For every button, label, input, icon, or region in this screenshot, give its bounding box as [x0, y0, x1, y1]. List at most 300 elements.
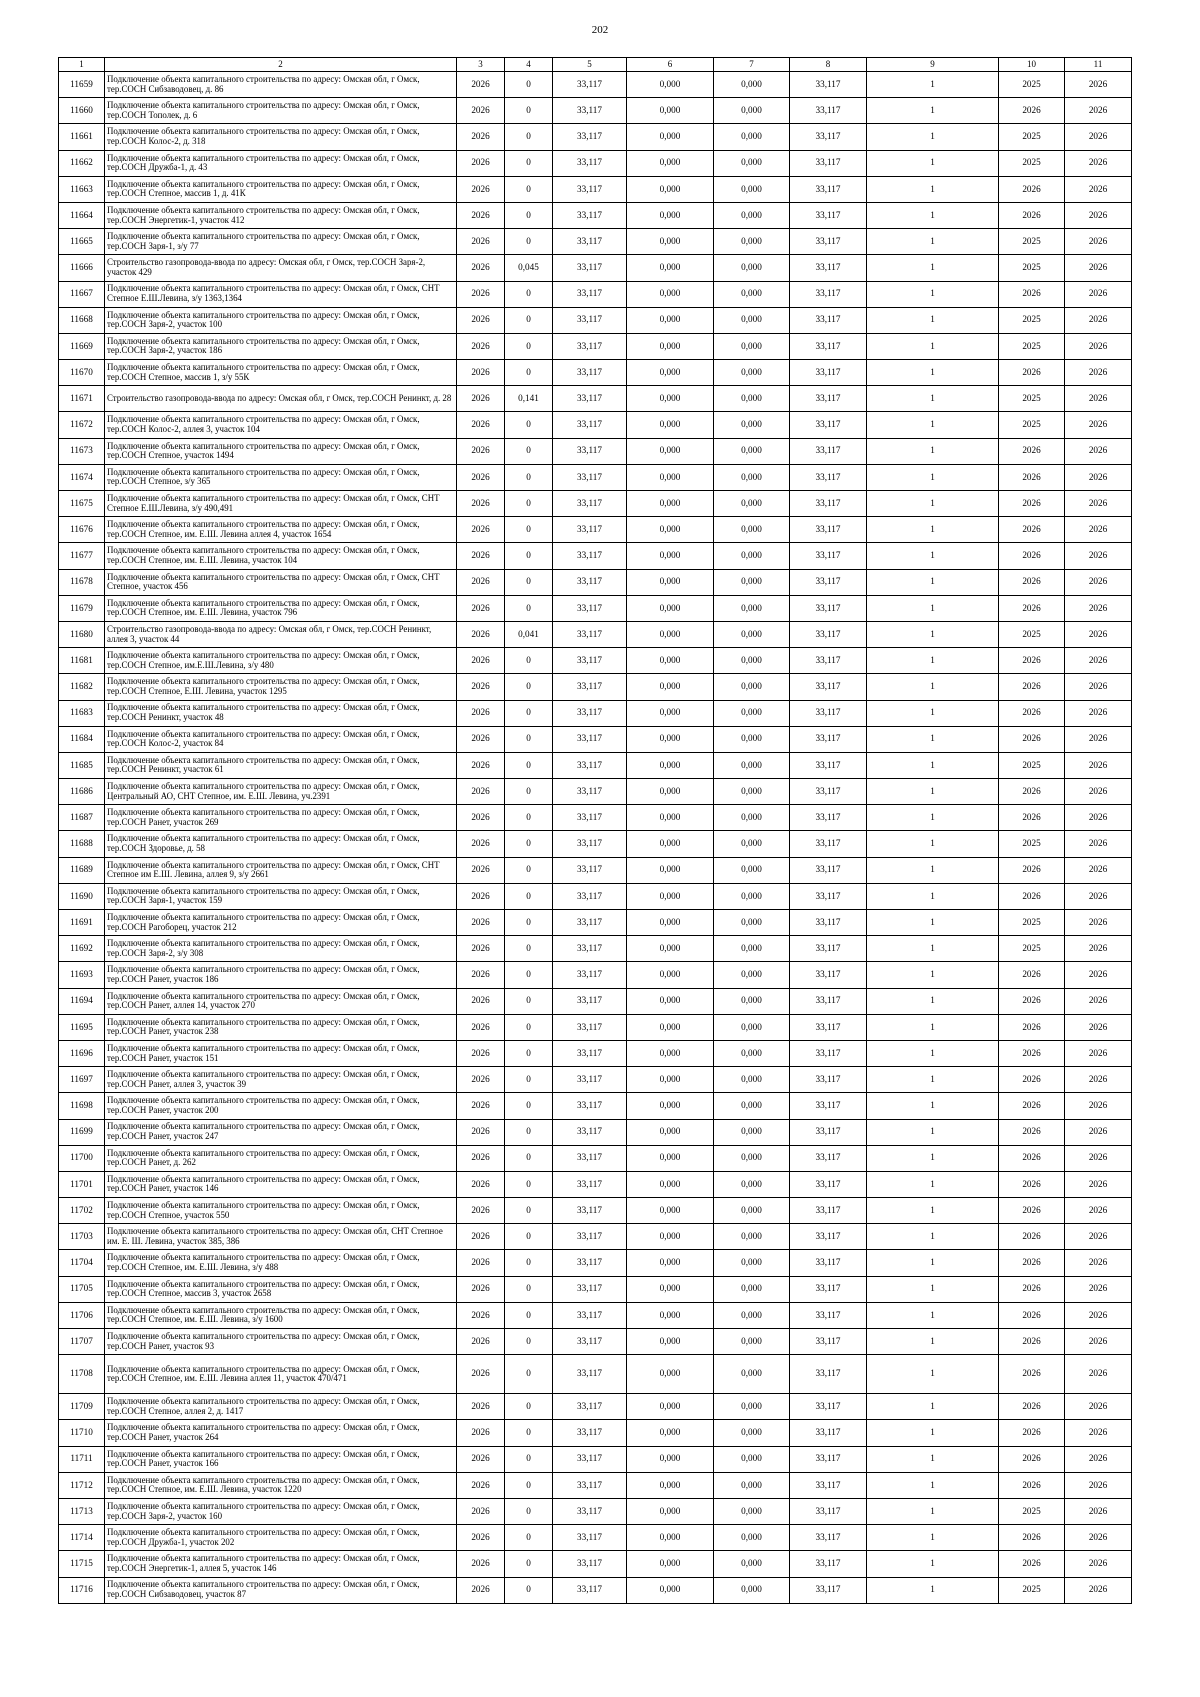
col-11-value: 2026 [1065, 1577, 1132, 1603]
object-description: Подключение объекта капитального строительства по адресу: Омская обл, г Омск, СНТ Степное Е.Ш.Левина, з/у 490,491 [105, 491, 457, 517]
col-3-value: 2026 [457, 543, 505, 569]
col-8-value: 33,117 [790, 1119, 867, 1145]
page-number: 202 [591, 24, 609, 36]
table-row [59, 569, 1132, 595]
col-8-value: 33,117 [790, 176, 867, 202]
col-10-value: 2026 [999, 648, 1065, 674]
col-7-value: 0,000 [714, 779, 790, 805]
object-description: Подключение объекта капитального строительства по адресу: Омская обл, г Омск, тер.СОСН Колос-2, аллея 3, участок 104 [105, 412, 457, 438]
col-4-value: 0 [505, 176, 553, 202]
column-header: 6 [627, 58, 714, 72]
col-7-value: 0,000 [714, 464, 790, 490]
col-7-value: 0,000 [714, 1145, 790, 1171]
col-11-value: 2026 [1065, 674, 1132, 700]
col-11-value: 2026 [1065, 1276, 1132, 1302]
row-number: 11714 [59, 1525, 105, 1551]
col-10-value: 2025 [999, 72, 1065, 98]
col-3-value: 2026 [457, 1577, 505, 1603]
col-4-value: 0 [505, 229, 553, 255]
col-3-value: 2026 [457, 176, 505, 202]
col-5-value: 33,117 [553, 805, 627, 831]
col-10-value: 2026 [999, 595, 1065, 621]
col-8-value: 33,117 [790, 1472, 867, 1498]
col-7-value: 0,000 [714, 229, 790, 255]
row-number: 11685 [59, 752, 105, 778]
col-4-value: 0 [505, 202, 553, 228]
col-4-value: 0 [505, 1525, 553, 1551]
col-7-value: 0,000 [714, 752, 790, 778]
col-5-value: 33,117 [553, 150, 627, 176]
table-row [59, 910, 1132, 936]
row-number: 11661 [59, 124, 105, 150]
col-9-value: 1 [867, 674, 999, 700]
col-5-value: 33,117 [553, 988, 627, 1014]
col-4-value: 0 [505, 150, 553, 176]
row-number: 11670 [59, 360, 105, 386]
col-4-value: 0 [505, 779, 553, 805]
row-number: 11675 [59, 491, 105, 517]
row-number: 11678 [59, 569, 105, 595]
col-4-value: 0 [505, 360, 553, 386]
col-10-value: 2026 [999, 1040, 1065, 1066]
table-row [59, 517, 1132, 543]
row-number: 11669 [59, 333, 105, 359]
col-10-value: 2026 [999, 281, 1065, 307]
col-7-value: 0,000 [714, 517, 790, 543]
col-9-value: 1 [867, 517, 999, 543]
col-8-value: 33,117 [790, 1551, 867, 1577]
col-11-value: 2026 [1065, 962, 1132, 988]
table-row [59, 1577, 1132, 1603]
col-8-value: 33,117 [790, 1498, 867, 1524]
row-number: 11666 [59, 255, 105, 281]
col-7-value: 0,000 [714, 176, 790, 202]
row-number: 11715 [59, 1551, 105, 1577]
col-3-value: 2026 [457, 98, 505, 124]
col-5-value: 33,117 [553, 1525, 627, 1551]
col-10-value: 2026 [999, 543, 1065, 569]
col-11-value: 2026 [1065, 1446, 1132, 1472]
col-11-value: 2026 [1065, 1420, 1132, 1446]
col-8-value: 33,117 [790, 910, 867, 936]
col-6-value: 0,000 [627, 1040, 714, 1066]
col-5-value: 33,117 [553, 307, 627, 333]
col-10-value: 2026 [999, 491, 1065, 517]
col-10-value: 2026 [999, 700, 1065, 726]
col-11-value: 2026 [1065, 569, 1132, 595]
col-5-value: 33,117 [553, 752, 627, 778]
col-10-value: 2026 [999, 176, 1065, 202]
row-number: 11716 [59, 1577, 105, 1603]
col-10-value: 2026 [999, 202, 1065, 228]
col-8-value: 33,117 [790, 386, 867, 412]
col-7-value: 0,000 [714, 1302, 790, 1328]
col-4-value: 0 [505, 569, 553, 595]
col-10-value: 2026 [999, 726, 1065, 752]
col-3-value: 2026 [457, 1067, 505, 1093]
col-3-value: 2026 [457, 988, 505, 1014]
object-description: Подключение объекта капитального строительства по адресу: Омская обл, г Омск, тер.СОСН Ранет, участок 238 [105, 1014, 457, 1040]
col-11-value: 2026 [1065, 1498, 1132, 1524]
table-row [59, 1014, 1132, 1040]
col-3-value: 2026 [457, 333, 505, 359]
object-description: Подключение объекта капитального строительства по адресу: Омская обл, г Омск, тер.СОСН Степное, им. Е.Ш. Левина, з/у 1600 [105, 1302, 457, 1328]
col-11-value: 2026 [1065, 1551, 1132, 1577]
row-number: 11674 [59, 464, 105, 490]
object-description: Подключение объекта капитального строительства по адресу: Омская обл, г Омск, тер.СОСН Ранет, аллея 3, участок 39 [105, 1067, 457, 1093]
col-6-value: 0,000 [627, 255, 714, 281]
col-10-value: 2026 [999, 805, 1065, 831]
col-10-value: 2026 [999, 1119, 1065, 1145]
col-7-value: 0,000 [714, 72, 790, 98]
col-7-value: 0,000 [714, 202, 790, 228]
col-8-value: 33,117 [790, 569, 867, 595]
col-6-value: 0,000 [627, 543, 714, 569]
col-6-value: 0,000 [627, 1250, 714, 1276]
col-3-value: 2026 [457, 1171, 505, 1197]
col-8-value: 33,117 [790, 805, 867, 831]
col-8-value: 33,117 [790, 412, 867, 438]
col-10-value: 2026 [999, 1525, 1065, 1551]
col-10-value: 2026 [999, 360, 1065, 386]
col-10-value: 2026 [999, 1355, 1065, 1394]
col-10-value: 2025 [999, 229, 1065, 255]
col-6-value: 0,000 [627, 1093, 714, 1119]
col-3-value: 2026 [457, 281, 505, 307]
col-5-value: 33,117 [553, 1551, 627, 1577]
col-10-value: 2026 [999, 962, 1065, 988]
table-row [59, 883, 1132, 909]
row-number: 11668 [59, 307, 105, 333]
table-row [59, 1145, 1132, 1171]
col-4-value: 0 [505, 1394, 553, 1420]
col-3-value: 2026 [457, 1498, 505, 1524]
col-7-value: 0,000 [714, 1171, 790, 1197]
col-11-value: 2026 [1065, 621, 1132, 647]
col-5-value: 33,117 [553, 202, 627, 228]
col-8-value: 33,117 [790, 1276, 867, 1302]
table-row [59, 1329, 1132, 1355]
col-6-value: 0,000 [627, 883, 714, 909]
col-4-value: 0 [505, 726, 553, 752]
col-8-value: 33,117 [790, 857, 867, 883]
row-number: 11691 [59, 910, 105, 936]
col-4-value: 0,141 [505, 386, 553, 412]
row-number: 11701 [59, 1171, 105, 1197]
col-3-value: 2026 [457, 621, 505, 647]
table-row [59, 412, 1132, 438]
object-description: Подключение объекта капитального строительства по адресу: Омская обл, г Омск, тер.СОСН Заря-2, участок 100 [105, 307, 457, 333]
column-header: 4 [505, 58, 553, 72]
col-4-value: 0 [505, 988, 553, 1014]
table-row [59, 150, 1132, 176]
row-number: 11684 [59, 726, 105, 752]
col-3-value: 2026 [457, 1394, 505, 1420]
col-6-value: 0,000 [627, 752, 714, 778]
col-8-value: 33,117 [790, 962, 867, 988]
table-row [59, 805, 1132, 831]
col-6-value: 0,000 [627, 779, 714, 805]
object-description: Подключение объекта капитального строительства по адресу: Омская обл, г Омск, Центральный АО, СНТ Степное, им. Е.Ш. Левина, уч.2391 [105, 779, 457, 805]
col-10-value: 2026 [999, 1093, 1065, 1119]
object-description: Подключение объекта капитального строительства по адресу: Омская обл, г Омск, тер.СОСН Заря-2, з/у 308 [105, 936, 457, 962]
col-7-value: 0,000 [714, 491, 790, 517]
col-6-value: 0,000 [627, 857, 714, 883]
col-4-value: 0 [505, 491, 553, 517]
col-11-value: 2026 [1065, 438, 1132, 464]
object-description: Подключение объекта капитального строительства по адресу: Омская обл, г Омск, тер.СОСН Колос-2, д. 318 [105, 124, 457, 150]
col-10-value: 2026 [999, 1551, 1065, 1577]
object-description: Подключение объекта капитального строительства по адресу: Омская обл, г Омск, тер.СОСН Ранет, участок 264 [105, 1420, 457, 1446]
col-11-value: 2026 [1065, 150, 1132, 176]
col-9-value: 1 [867, 543, 999, 569]
col-4-value: 0 [505, 752, 553, 778]
col-5-value: 33,117 [553, 1472, 627, 1498]
col-6-value: 0,000 [627, 1276, 714, 1302]
col-5-value: 33,117 [553, 1302, 627, 1328]
col-10-value: 2025 [999, 1498, 1065, 1524]
col-8-value: 33,117 [790, 1525, 867, 1551]
object-description: Подключение объекта капитального строительства по адресу: Омская обл, г Омск, тер.СОСН Рагоборец, участок 212 [105, 910, 457, 936]
col-10-value: 2026 [999, 1446, 1065, 1472]
object-description: Подключение объекта капитального строительства по адресу: Омская обл, г Омск, тер.СОСН Степное, им. Е.Ш. Левина, участок 104 [105, 543, 457, 569]
col-8-value: 33,117 [790, 883, 867, 909]
col-3-value: 2026 [457, 72, 505, 98]
col-6-value: 0,000 [627, 1171, 714, 1197]
row-number: 11680 [59, 621, 105, 647]
col-8-value: 33,117 [790, 1329, 867, 1355]
col-7-value: 0,000 [714, 831, 790, 857]
col-3-value: 2026 [457, 491, 505, 517]
col-8-value: 33,117 [790, 752, 867, 778]
col-11-value: 2026 [1065, 1355, 1132, 1394]
col-11-value: 2026 [1065, 595, 1132, 621]
col-7-value: 0,000 [714, 1040, 790, 1066]
col-5-value: 33,117 [553, 543, 627, 569]
col-11-value: 2026 [1065, 1067, 1132, 1093]
row-number: 11689 [59, 857, 105, 883]
column-header: 1 [59, 58, 105, 72]
table-row [59, 1198, 1132, 1224]
col-11-value: 2026 [1065, 936, 1132, 962]
col-5-value: 33,117 [553, 569, 627, 595]
col-8-value: 33,117 [790, 72, 867, 98]
col-5-value: 33,117 [553, 779, 627, 805]
col-10-value: 2025 [999, 150, 1065, 176]
col-11-value: 2026 [1065, 1040, 1132, 1066]
table-row [59, 1472, 1132, 1498]
col-3-value: 2026 [457, 1145, 505, 1171]
table-row [59, 1119, 1132, 1145]
table-row [59, 491, 1132, 517]
col-7-value: 0,000 [714, 726, 790, 752]
col-7-value: 0,000 [714, 1014, 790, 1040]
col-3-value: 2026 [457, 726, 505, 752]
table-row [59, 779, 1132, 805]
col-7-value: 0,000 [714, 595, 790, 621]
col-11-value: 2026 [1065, 726, 1132, 752]
table-row [59, 360, 1132, 386]
col-5-value: 33,117 [553, 648, 627, 674]
row-number: 11700 [59, 1145, 105, 1171]
col-7-value: 0,000 [714, 333, 790, 359]
col-5-value: 33,117 [553, 857, 627, 883]
col-6-value: 0,000 [627, 1329, 714, 1355]
col-9-value: 1 [867, 1577, 999, 1603]
object-description: Подключение объекта капитального строительства по адресу: Омская обл, г Омск, тер.СОСН Степное, им. Е.Ш. Левина, участок 1220 [105, 1472, 457, 1498]
object-description: Подключение объекта капитального строительства по адресу: Омская обл, г Омск, тер.СОСН Ранет, участок 151 [105, 1040, 457, 1066]
col-5-value: 33,117 [553, 1355, 627, 1394]
col-10-value: 2025 [999, 412, 1065, 438]
table-row [59, 255, 1132, 281]
col-3-value: 2026 [457, 910, 505, 936]
col-5-value: 33,117 [553, 1067, 627, 1093]
col-6-value: 0,000 [627, 831, 714, 857]
col-5-value: 33,117 [553, 910, 627, 936]
col-9-value: 1 [867, 176, 999, 202]
col-4-value: 0 [505, 1498, 553, 1524]
col-7-value: 0,000 [714, 412, 790, 438]
col-8-value: 33,117 [790, 150, 867, 176]
col-3-value: 2026 [457, 202, 505, 228]
col-9-value: 1 [867, 491, 999, 517]
col-8-value: 33,117 [790, 1446, 867, 1472]
col-5-value: 33,117 [553, 1145, 627, 1171]
col-11-value: 2026 [1065, 1302, 1132, 1328]
col-11-value: 2026 [1065, 1224, 1132, 1250]
col-8-value: 33,117 [790, 281, 867, 307]
col-8-value: 33,117 [790, 621, 867, 647]
col-6-value: 0,000 [627, 1014, 714, 1040]
row-number: 11699 [59, 1119, 105, 1145]
col-6-value: 0,000 [627, 1446, 714, 1472]
col-10-value: 2026 [999, 569, 1065, 595]
col-11-value: 2026 [1065, 883, 1132, 909]
col-9-value: 1 [867, 1250, 999, 1276]
col-11-value: 2026 [1065, 805, 1132, 831]
col-4-value: 0 [505, 1355, 553, 1394]
col-5-value: 33,117 [553, 491, 627, 517]
col-6-value: 0,000 [627, 1355, 714, 1394]
object-description: Подключение объекта капитального строительства по адресу: Омская обл, г Омск, тер.СОСН Степное, им. Е.Ш. Левина, участок 796 [105, 595, 457, 621]
col-11-value: 2026 [1065, 1525, 1132, 1551]
col-3-value: 2026 [457, 1420, 505, 1446]
col-8-value: 33,117 [790, 517, 867, 543]
col-6-value: 0,000 [627, 1394, 714, 1420]
col-5-value: 33,117 [553, 255, 627, 281]
object-description: Подключение объекта капитального строительства по адресу: Омская обл, СНТ Степное им. Е. Ш. Левина, участок 385, 386 [105, 1224, 457, 1250]
col-8-value: 33,117 [790, 1420, 867, 1446]
col-10-value: 2026 [999, 1014, 1065, 1040]
col-3-value: 2026 [457, 1224, 505, 1250]
object-description: Подключение объекта капитального строительства по адресу: Омская обл, г Омск, тер.СОСН Заря-2, участок 160 [105, 1498, 457, 1524]
col-3-value: 2026 [457, 229, 505, 255]
col-9-value: 1 [867, 805, 999, 831]
col-7-value: 0,000 [714, 1067, 790, 1093]
col-8-value: 33,117 [790, 1198, 867, 1224]
row-number: 11688 [59, 831, 105, 857]
col-5-value: 33,117 [553, 464, 627, 490]
col-7-value: 0,000 [714, 1394, 790, 1420]
col-9-value: 1 [867, 569, 999, 595]
col-10-value: 2026 [999, 464, 1065, 490]
col-9-value: 1 [867, 124, 999, 150]
col-8-value: 33,117 [790, 1302, 867, 1328]
col-8-value: 33,117 [790, 229, 867, 255]
col-3-value: 2026 [457, 1302, 505, 1328]
col-3-value: 2026 [457, 779, 505, 805]
col-8-value: 33,117 [790, 700, 867, 726]
col-9-value: 1 [867, 910, 999, 936]
col-9-value: 1 [867, 281, 999, 307]
col-10-value: 2026 [999, 1067, 1065, 1093]
col-3-value: 2026 [457, 412, 505, 438]
col-9-value: 1 [867, 595, 999, 621]
col-8-value: 33,117 [790, 1014, 867, 1040]
col-4-value: 0 [505, 124, 553, 150]
col-6-value: 0,000 [627, 726, 714, 752]
col-4-value: 0 [505, 1329, 553, 1355]
row-number: 11682 [59, 674, 105, 700]
col-3-value: 2026 [457, 700, 505, 726]
row-number: 11705 [59, 1276, 105, 1302]
table-row [59, 229, 1132, 255]
col-5-value: 33,117 [553, 98, 627, 124]
col-3-value: 2026 [457, 595, 505, 621]
table-row [59, 1498, 1132, 1524]
col-6-value: 0,000 [627, 595, 714, 621]
table-row [59, 307, 1132, 333]
row-number: 11690 [59, 883, 105, 909]
col-11-value: 2026 [1065, 491, 1132, 517]
col-6-value: 0,000 [627, 438, 714, 464]
col-10-value: 2025 [999, 124, 1065, 150]
col-10-value: 2026 [999, 438, 1065, 464]
col-6-value: 0,000 [627, 1420, 714, 1446]
col-10-value: 2026 [999, 1145, 1065, 1171]
object-description: Подключение объекта капитального строительства по адресу: Омская обл, г Омск, тер.СОСН Степное, аллея 2, д. 1417 [105, 1394, 457, 1420]
col-9-value: 1 [867, 360, 999, 386]
col-4-value: 0 [505, 831, 553, 857]
col-5-value: 33,117 [553, 1276, 627, 1302]
col-11-value: 2026 [1065, 229, 1132, 255]
col-6-value: 0,000 [627, 988, 714, 1014]
table-row [59, 333, 1132, 359]
row-number: 11697 [59, 1067, 105, 1093]
column-header: 3 [457, 58, 505, 72]
col-7-value: 0,000 [714, 883, 790, 909]
object-description: Подключение объекта капитального строительства по адресу: Омская обл, г Омск, тер.СОСН Здоровье, д. 58 [105, 831, 457, 857]
col-5-value: 33,117 [553, 1394, 627, 1420]
col-10-value: 2026 [999, 1224, 1065, 1250]
col-7-value: 0,000 [714, 1472, 790, 1498]
col-10-value: 2026 [999, 517, 1065, 543]
register-table [58, 57, 1132, 1604]
col-6-value: 0,000 [627, 1472, 714, 1498]
col-11-value: 2026 [1065, 752, 1132, 778]
col-10-value: 2026 [999, 1171, 1065, 1197]
table-row [59, 386, 1132, 412]
table-row [59, 752, 1132, 778]
col-8-value: 33,117 [790, 936, 867, 962]
table-row [59, 1420, 1132, 1446]
col-5-value: 33,117 [553, 1040, 627, 1066]
col-5-value: 33,117 [553, 936, 627, 962]
row-number: 11706 [59, 1302, 105, 1328]
row-number: 11686 [59, 779, 105, 805]
table-row [59, 202, 1132, 228]
object-description: Подключение объекта капитального строительства по адресу: Омская обл, г Омск, тер.СОСН Энергетик-1, участок 412 [105, 202, 457, 228]
